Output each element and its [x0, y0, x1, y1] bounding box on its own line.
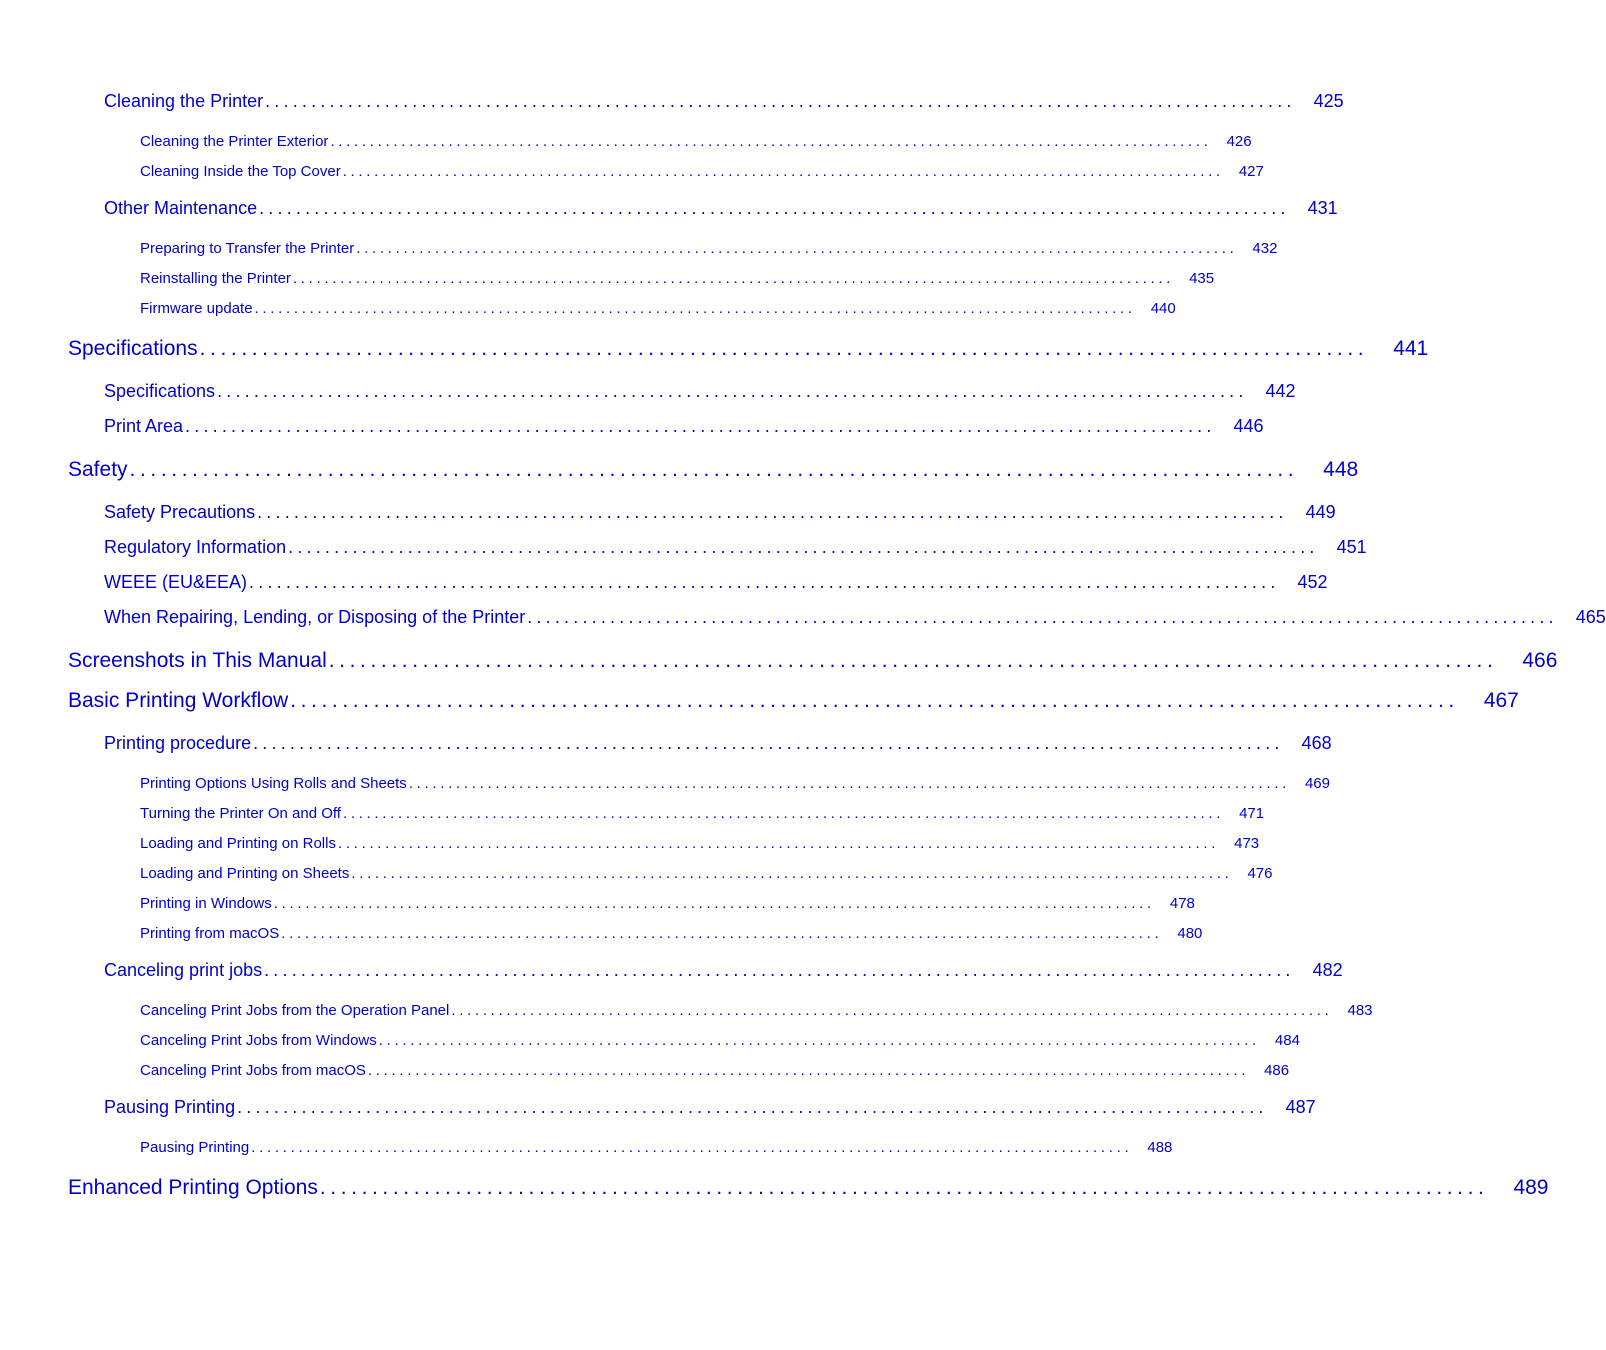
- dot-leader: ................................................................................................................: [292, 270, 1175, 287]
- toc-entry-safety-precautions[interactable]: [104, 502, 1336, 523]
- toc-entry-label: Basic Printing Workflow: [68, 689, 289, 712]
- toc-entry-turning-the-printer-on-and-off[interactable]: [140, 805, 1265, 822]
- toc-entry-page: 469: [1304, 775, 1330, 792]
- toc-entry-page: 441: [1393, 337, 1429, 360]
- dot-leader: ................................................................................................................: [257, 502, 1288, 522]
- dot-leader: ................................................................................................................: [273, 895, 1155, 912]
- toc-entry-canceling-print-jobs[interactable]: [104, 960, 1343, 981]
- dot-leader: ................................................................................................................: [351, 865, 1233, 882]
- toc-entry-page: 478: [1169, 895, 1195, 912]
- toc-entry-enhanced-printing-options[interactable]: [68, 1176, 1549, 1200]
- toc-entry-page: 452: [1297, 572, 1328, 592]
- toc-entry-page: 449: [1305, 502, 1336, 522]
- toc-entry-basic-printing-workflow[interactable]: [68, 689, 1519, 713]
- toc-entry-page: 440: [1150, 300, 1176, 317]
- dot-leader: ................................................................................................................: [249, 572, 1280, 592]
- toc-entry-label: Printing procedure: [104, 733, 252, 753]
- dot-leader: ................................................................................................................: [342, 163, 1224, 180]
- toc-entry-page: 465: [1575, 607, 1606, 627]
- dot-leader: ................................................................................................................: [199, 337, 1369, 360]
- toc-entry-pausing-printing[interactable]: [140, 1139, 1173, 1156]
- toc-entry-safety-chapter[interactable]: [68, 458, 1359, 482]
- toc-entry-label: Canceling Print Jobs from macOS: [140, 1062, 366, 1079]
- toc-entry-when-repairing[interactable]: [104, 607, 1606, 628]
- toc-entry-label: Other Maintenance: [104, 198, 258, 218]
- toc-entry-other-maintenance[interactable]: [104, 198, 1338, 219]
- toc-entry-label: Safety Precautions: [104, 502, 256, 522]
- toc-entry-weee[interactable]: [104, 572, 1328, 593]
- toc-entry-label: Enhanced Printing Options: [68, 1176, 318, 1199]
- toc-entry-label: Preparing to Transfer the Printer: [140, 240, 355, 257]
- toc-entry-page: 471: [1239, 805, 1265, 822]
- toc-entry-page: 484: [1274, 1032, 1300, 1049]
- toc-entry-label: Printing in Windows: [140, 895, 272, 912]
- dot-leader: ................................................................................................................: [337, 835, 1220, 852]
- toc-entry-loading-and-printing-on-rolls[interactable]: [140, 835, 1260, 852]
- toc-entry-label: Specifications: [104, 381, 216, 401]
- toc-entry-printing-procedure[interactable]: [104, 733, 1332, 754]
- toc-entry-page: 488: [1147, 1139, 1173, 1156]
- toc-entry-label: Firmware update: [140, 300, 253, 317]
- toc-entry-page: 435: [1189, 270, 1215, 287]
- toc-entry-label: Cleaning the Printer Exterior: [140, 133, 329, 150]
- toc-entry-specifications-chapter[interactable]: [68, 337, 1429, 361]
- toc-entry-pausing-printing-section[interactable]: [104, 1097, 1316, 1118]
- toc-entry-page: 468: [1301, 733, 1332, 753]
- toc-entry-specifications[interactable]: [104, 381, 1296, 402]
- toc-entry-screenshots-in-this-manual[interactable]: [68, 649, 1558, 673]
- toc-entry-label: Printing Options Using Rolls and Sheets: [140, 775, 407, 792]
- dot-leader: ................................................................................................................: [265, 91, 1296, 111]
- dot-leader: ................................................................................................................: [378, 1032, 1260, 1049]
- toc-entry-page: 451: [1336, 537, 1367, 557]
- toc-entry-cleaning-the-printer-exterior[interactable]: [140, 133, 1252, 150]
- toc-entry-page: 446: [1233, 416, 1264, 436]
- toc-entry-page: 442: [1265, 381, 1296, 401]
- toc-entry-page: 487: [1285, 1097, 1316, 1117]
- dot-leader: ................................................................................................................: [328, 649, 1498, 672]
- toc-entry-page: 448: [1323, 458, 1359, 481]
- toc-entry-label: Canceling print jobs: [104, 960, 263, 980]
- dot-leader: ................................................................................................................: [451, 1002, 1333, 1019]
- toc-entry-label: Printing from macOS: [140, 925, 280, 942]
- toc-entry-page: 426: [1226, 133, 1252, 150]
- toc-entry-canceling-from-macos[interactable]: [140, 1062, 1290, 1079]
- dot-leader: ................................................................................................................: [281, 925, 1163, 942]
- dot-leader: ................................................................................................................: [251, 1139, 1133, 1156]
- toc-entry-label: Loading and Printing on Rolls: [140, 835, 336, 852]
- toc-entry-label: When Repairing, Lending, or Disposing of the Printer: [104, 607, 526, 627]
- dot-leader: ................................................................................................................: [253, 733, 1284, 753]
- dot-leader: ................................................................................................................: [367, 1062, 1250, 1079]
- dot-leader: ................................................................................................................: [254, 300, 1136, 317]
- dot-leader: ................................................................................................................: [356, 240, 1238, 257]
- toc-entry-cleaning-the-printer[interactable]: [104, 91, 1344, 112]
- dot-leader: ................................................................................................................: [259, 198, 1290, 218]
- toc-entry-label: Safety: [68, 458, 128, 481]
- dot-leader: ................................................................................................................: [290, 689, 1459, 712]
- dot-leader: ................................................................................................................: [408, 775, 1290, 792]
- dot-leader: ................................................................................................................: [288, 537, 1319, 557]
- dot-leader: ................................................................................................................: [264, 960, 1295, 980]
- toc-entry-label: Cleaning the Printer: [104, 91, 264, 111]
- toc-entry-firmware-update[interactable]: [140, 300, 1176, 317]
- toc-entry-page: 476: [1247, 865, 1273, 882]
- toc-entry-regulatory-information[interactable]: [104, 537, 1367, 558]
- toc-entry-label: Screenshots in This Manual: [68, 649, 327, 672]
- toc-entry-reinstalling-the-printer[interactable]: [140, 270, 1215, 287]
- toc-entry-page: 486: [1264, 1062, 1290, 1079]
- toc-entry-canceling-from-operation-panel[interactable]: [140, 1002, 1373, 1019]
- toc-entry-page: 431: [1307, 198, 1338, 218]
- toc-entry-print-area[interactable]: [104, 416, 1264, 437]
- toc-entry-loading-and-printing-on-sheets[interactable]: [140, 865, 1273, 882]
- toc-entry-label: Reinstalling the Printer: [140, 270, 291, 287]
- toc-entry-label: Specifications: [68, 337, 198, 360]
- toc-entry-page: 473: [1234, 835, 1260, 852]
- toc-entry-label: Pausing Printing: [104, 1097, 236, 1117]
- dot-leader: ................................................................................................................: [527, 607, 1558, 627]
- toc-entry-page: 480: [1177, 925, 1203, 942]
- dot-leader: ................................................................................................................: [330, 133, 1212, 150]
- toc-entry-label: Regulatory Information: [104, 537, 287, 557]
- toc-entry-label: Loading and Printing on Sheets: [140, 865, 350, 882]
- toc-entry-canceling-from-windows[interactable]: [140, 1032, 1300, 1049]
- dot-leader: ................................................................................................................: [342, 805, 1225, 822]
- toc-entry-printing-from-macos[interactable]: [140, 925, 1203, 942]
- toc-entry-label: Canceling Print Jobs from the Operation Panel: [140, 1002, 450, 1019]
- dot-leader: ................................................................................................................: [319, 1176, 1489, 1199]
- toc-entry-page: 427: [1238, 163, 1264, 180]
- toc-entry-page: 466: [1522, 649, 1558, 672]
- dot-leader: ................................................................................................................: [217, 381, 1248, 401]
- dot-leader: ................................................................................................................: [129, 458, 1299, 481]
- toc-entry-preparing-to-transfer-the-printer[interactable]: [140, 240, 1278, 257]
- toc-entry-page: 432: [1252, 240, 1278, 257]
- toc-entry-page: 483: [1347, 1002, 1373, 1019]
- toc-entry-cleaning-inside-the-top-cover[interactable]: [140, 163, 1264, 180]
- toc-entry-label: Canceling Print Jobs from Windows: [140, 1032, 377, 1049]
- toc-entry-printing-in-windows[interactable]: [140, 895, 1195, 912]
- dot-leader: ................................................................................................................: [185, 416, 1216, 436]
- toc-entry-printing-options-using-rolls-and-sheets[interactable]: [140, 775, 1330, 792]
- toc-entry-label: Print Area: [104, 416, 184, 436]
- toc-entry-page: 489: [1513, 1176, 1549, 1199]
- dot-leader: ................................................................................................................: [237, 1097, 1268, 1117]
- toc-entry-label: Turning the Printer On and Off: [140, 805, 341, 822]
- toc-entry-label: WEEE (EU&EEA): [104, 572, 248, 592]
- toc-entry-page: 482: [1312, 960, 1343, 980]
- toc-entry-page: 467: [1483, 689, 1519, 712]
- toc-entry-label: Pausing Printing: [140, 1139, 250, 1156]
- toc-entry-label: Cleaning Inside the Top Cover: [140, 163, 341, 180]
- toc-entry-page: 425: [1313, 91, 1344, 111]
